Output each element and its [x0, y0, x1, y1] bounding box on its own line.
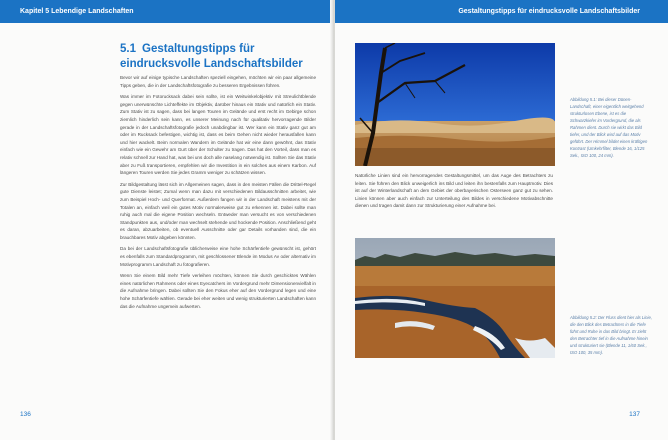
paragraph: Da bei der Landschaftsfotografie üblicherweise eine hohe Schärfentiefe gewünscht ist, gehört es ebenfalls zum Standardprogramm, mit geschlossener Blende im Modus Av oder alternativ im Motivprogramm Landschaft zu fotografieren. — [120, 246, 316, 267]
section-heading — [120, 42, 320, 72]
chapter-header: Kapitel 5 Lebendige Landschaften — [20, 8, 134, 15]
right-body-text: Natürliche Linien sind ein hervorragendes Gestaltungsmittel, um das Auge des Betrachters zu leiten. Sie führen den Blick unweigerlich ins Bild und leiten ihn bestenfalls zum Hauptmotiv. Dies ist auf der Winterlandschaft an dem Gebiet der oberbayerischen Osterseen ganz gut zu sehen. Linien können aber auch einfach zur Unterteilung des Bildes in verschiedene Motivabschnitte dienen und tragen damit dann zur Strukturierung einer Aufnahme bei. — [355, 173, 553, 209]
left-page-header-bar — [0, 0, 333, 23]
paragraph: Was immer im Fotorucksack dabei sein sollte, ist ein Weitwinkelobjektiv mit Streulichtblende gegen unerwünschte Lichteffekte im Objektiv, darüber hinaus ein Stativ und natürlich ein Stativ. Zum Stativ ist zu sagen, dass bei langen Touren im Gelände und erst recht im Gebirge schon ziemlich hinderlich sein kann, es unserer Meinung nach für qualitativ hervorragende Bilder gerade in der Landschaftsfotografie jedoch unabdingbar ist. Wer kann ein Stativ ganz gut am oder im Rucksack befestigen, wichtig ist, dass es beim Gehen nicht wieder herausfallen kann und hier wackelt. Beim normalen Wandern im Gelände hat wir eine dann gewöhnt, das Stativ einfach wie ein Gewehr am Gurt über der Schulter zu tragen. Das hat den Vorteil, dass man es relativ schnell zur Hand hat, was bei uns doch alle naselang notwendig ist. Sollten Sie das Stativ aber zu Fuß transportieren, empfehlen wir die Investition in ein solches aus einem Karbon. Auf längeren Touren werden Sie jedes Gramm weniger zu schätzen wissen. — [120, 94, 316, 176]
winter-river-photo — [355, 238, 555, 358]
tree-dunes-illustration — [355, 43, 555, 166]
paragraph: Bevor wir auf einige typische Landschaften speziell eingehen, möchten wir ein paar allgemeine Tipps geben, die in der Landschaftsfotografie zu besseren Ergebnissen führen. — [120, 75, 316, 88]
section-header: Gestaltungstipps für eindrucksvolle Landschaftsbilder — [458, 8, 640, 15]
paragraph: Zur Bildgestaltung lässt sich im Allgemeinen sagen, dass in den meisten Fällen die Drittel-Regel gute Dienste leistet; Zumal wenn man dazu mit verschiedenen Bildausschnitten arbeitet, wie zum Beispiel Hoch- und Querformat. Außerdem fangen wir in der Landschaft meistens mit der Totalen an, einfach weil ein gutes Motiv normalerweise gut zu erkennen ist. Dabei sollte man ruhig auch mal die eigene Position wechseln. Entweder man versucht es von verschiedenen Standpunkten aus, und/oder man wechselt stehende und hockende Position. Anschließend geht es daran, abzuarbeiten, ob eventuell Ausschnitte oder gar Details vorhanden sind, die ein brauchbares Motiv abgeben könnten. — [120, 181, 316, 240]
left-body-text — [120, 74, 316, 310]
tree-dunes-photo — [355, 43, 555, 166]
right-page — [335, 0, 668, 440]
section-title-text: Gestaltungstipps für eindrucksvolle Landschaftsbilder — [120, 43, 303, 70]
photo-caption-1: Abbildung 5.1: Bei dieser Dünen-Landschaft, einer eigentlich weitgehend strukturlosen Ebene, ist es die Schwarzkiefer im Vordergrund, die als Rahmen dient. Durch sie wirkt das Bild tiefer, und der Blick wird auf das Motiv geführt. Der Himmel bildet einen kräftigen Kontrast (Umkehrfilter, Blende 16, 1/125 Sek., ISO 100, 24 mm). — [570, 97, 648, 158]
photo-caption-2: Abbildung 5.2: Der Fluss dient hier als Linie, die den Blick des Betrachters in die Tiefe führt und Ruhe in das Bild bringt. Er zieht den Betrachter tief in die Aufnahme hinein und strukturiert sie (Blende 11, 1/60 Sek., ISO 100, 35 mm). — [570, 315, 652, 355]
right-page-header-bar — [335, 0, 668, 23]
page-number-left: 136 — [20, 411, 31, 418]
winter-river-illustration — [355, 238, 555, 358]
section-number: 5.1 — [120, 43, 136, 55]
page-number-right: 137 — [629, 411, 640, 418]
left-page — [0, 0, 333, 440]
paragraph: Wenn Sie einem Bild mehr Tiefe verleihen möchten, können Sie durch geschicktes Wählen eines natürlichen Rahmens oder eines Eyecatchers im Vordergrund mehr Dimensionenvielfalt in die Aufnahme bringen. Dabei sollten Sie den Fokus eher auf den Vordergrund legen und eine hohe Schärfentiefe wählen. Gerade bei eher weiten und wenig strukturierten Landschaften kann das die Aufnahme ungemein aufwerten. — [120, 273, 316, 309]
